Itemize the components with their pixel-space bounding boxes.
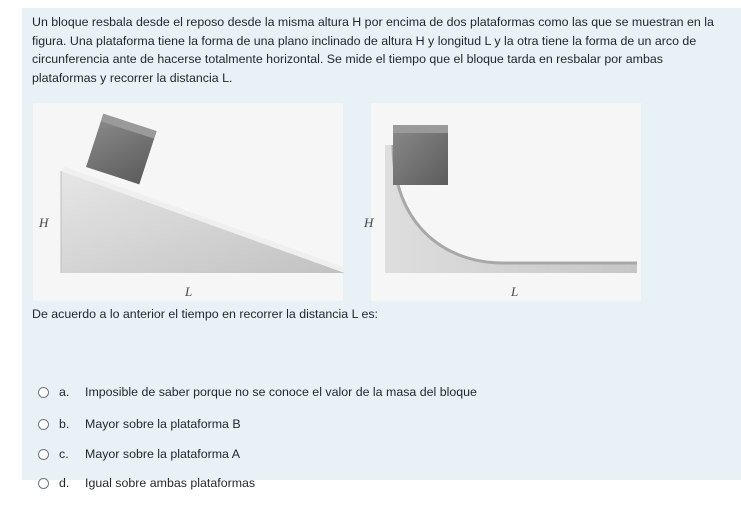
option-c[interactable] [38,444,558,464]
block-b [393,125,448,185]
option-text-c: Mayor sobre la plataforma A [85,447,240,461]
question-prompt: De acuerdo a lo anterior el tiempo en recorrer la distancia L es: [32,307,378,321]
option-a[interactable] [38,382,558,402]
radio-button-c[interactable] [38,449,49,460]
option-b[interactable] [38,414,558,434]
option-letter-b: b. [59,417,70,431]
option-text-d: Igual sobre ambas plataformas [85,476,256,490]
option-letter-a: a. [59,385,70,399]
height-label-b: H [364,215,374,230]
option-letter-c: c. [59,447,69,461]
option-text-b: Mayor sobre la plataforma B [85,417,241,431]
radio-button-d[interactable] [38,478,49,489]
height-label-a: H [39,215,49,230]
curved-ramp-diagram [371,103,641,301]
inclined-plane-diagram [33,103,349,301]
question-figure [33,103,641,301]
option-letter-d: d. [59,476,70,490]
radio-button-b[interactable] [38,419,49,430]
length-label-a: L [185,284,193,299]
option-d[interactable] [38,473,558,493]
length-label-b: L [511,284,519,299]
option-text-a: Imposible de saber porque no se conoce el valor de la masa del bloque [85,385,477,399]
radio-button-a[interactable] [38,387,49,398]
question-text: Un bloque resbala desde el reposo desde la misma altura H por encima de dos plataformas como las que se muestran en la figura. Una plataforma tiene la forma de una plano inclinado de altura H y longitud L y la otra tiene la forma de un arco de circunferencia ante de hacerse totalmente horizontal. Se mide el tiempo que el bloque tarda en resbalar por ambas plataformas y recorrer la distancia L. [32,15,714,85]
